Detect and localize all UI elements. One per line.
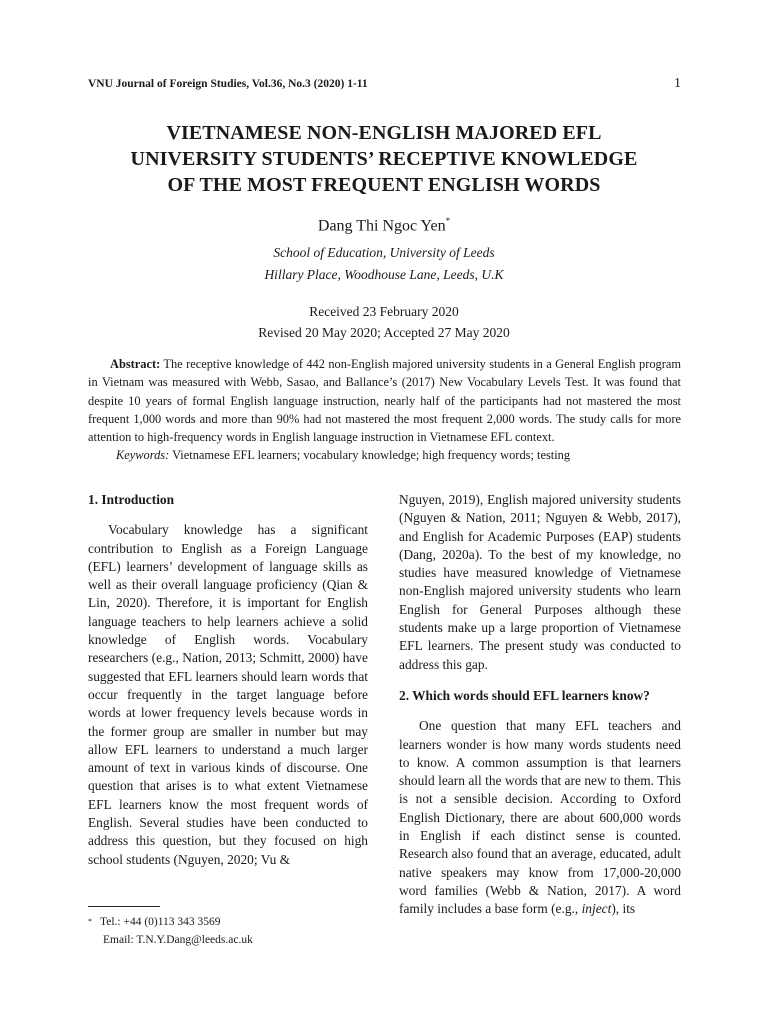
italic-example-word: inject bbox=[581, 901, 612, 917]
section-heading: 1. Introduction bbox=[88, 492, 175, 507]
running-head: VNU Journal of Foreign Studies, Vol.36, No.3 (2020) 1-11 bbox=[88, 78, 368, 90]
revised-accepted-date: Revised 20 May 2020; Accepted 27 May 2020 bbox=[258, 325, 510, 340]
affiliation-line: Hillary Place, Woodhouse Lane, Leeds, U.K bbox=[264, 267, 504, 282]
right-column bbox=[399, 491, 681, 919]
received-date: Received 23 February 2020 bbox=[309, 304, 459, 319]
abstract-label: Abstract: bbox=[110, 357, 161, 371]
footnote-divider bbox=[88, 906, 160, 907]
section-heading: 2. Which words should EFL learners know? bbox=[399, 687, 650, 703]
abstract bbox=[88, 355, 681, 465]
body-paragraph bbox=[399, 717, 681, 918]
paragraph-text: One question that many EFL teachers and learners wonder is how many words students need to know. A common assumption is that learners should learn all the words that are new to them. This is not a sensible decision. According to Oxford English Dictionary, there are about 600,000 words in English if each distinct sense is counted. Research also found that an average, educated, adult native speakers may know from 17,000-20,000 word families (Webb & Nation, 2017). A word family includes a base form (e.g., bbox=[399, 718, 681, 917]
footnote-tel bbox=[88, 913, 253, 931]
title-line: UNIVERSITY STUDENTS’ RECEPTIVE KNOWLEDGE bbox=[130, 148, 638, 170]
page-number: 1 bbox=[674, 76, 681, 91]
footnote bbox=[88, 913, 253, 949]
keywords-text: Vietnamese EFL learners; vocabulary knowledge; high frequency words; testing bbox=[169, 448, 571, 463]
keywords-label: Keywords: bbox=[116, 448, 170, 463]
abstract-text: The receptive knowledge of 442 non-English majored university students in a General English program in Vietnam was measured with Webb, Sasao, and Ballance’s (2017) New Vocabulary Levels Test. It was found that despite 10 years of formal English language instruction, nearly half of the participants had not mastered the most frequent 1,000 words and more than 90% had not mastered the most frequent 2,000 words. The study calls for more attention to high-frequency words in English language instruction in Vietnamese EFL context. bbox=[88, 357, 681, 445]
title-line: OF THE MOST FREQUENT ENGLISH WORDS bbox=[167, 174, 601, 196]
keywords bbox=[88, 446, 681, 464]
left-column bbox=[88, 491, 368, 869]
article-title bbox=[60, 120, 708, 198]
affiliation-line: School of Education, University of Leeds bbox=[273, 245, 495, 260]
title-line: VIETNAMESE NON-ENGLISH MAJORED EFL bbox=[166, 122, 602, 144]
footnote-email: Email: T.N.Y.Dang@leeds.ac.uk bbox=[103, 934, 253, 946]
footnote-tel-text: Tel.: +44 (0)113 343 3569 bbox=[100, 916, 221, 928]
body-paragraph: Vocabulary knowledge has a significant contribution to English as a Foreign Language (EFL) learners’ development of language skills as well as their overall language proficiency (Qian & Lin, 2020). Therefore, it is important for English language teachers to help learners achieve a solid knowledge of English words. Vocabulary researchers (e.g., Nation, 2013; Schmitt, 2000) have suggested that EFL learners should learn words that occur frequently in the target language before words at lower frequency levels because words in the former group are smaller in number but may allow EFL learners to understand a much larger amount of text in various kinds of discourse. One question that arises is to what extent Vietnamese EFL learners know the most frequent words of English. Several studies have been conducted to address this question, but they focused on high school students (Nguyen, 2020; Vu & bbox=[88, 522, 368, 867]
abstract-paragraph bbox=[88, 355, 681, 446]
footnote-mark: * bbox=[88, 917, 92, 926]
author-footnote-mark: * bbox=[445, 216, 451, 226]
paragraph-text: ), its bbox=[611, 901, 636, 917]
author-name-text: Dang Thi Ngoc Yen bbox=[317, 217, 446, 235]
body-paragraph-continued: Nguyen, 2019), English majored university students (Nguyen & Nation, 2011; Nguyen & Webb, 2017), and English for Academic Purposes (EAP) students (Dang, 2020a). To the best of my knowledge, no studies have measured knowledge of Vietnamese non-English majored university students who learn English for General Purposes although these students make up a large proportion of Vietnamese EFL learners. The present study was conducted to address this gap. bbox=[399, 492, 681, 672]
author-name bbox=[0, 216, 768, 235]
